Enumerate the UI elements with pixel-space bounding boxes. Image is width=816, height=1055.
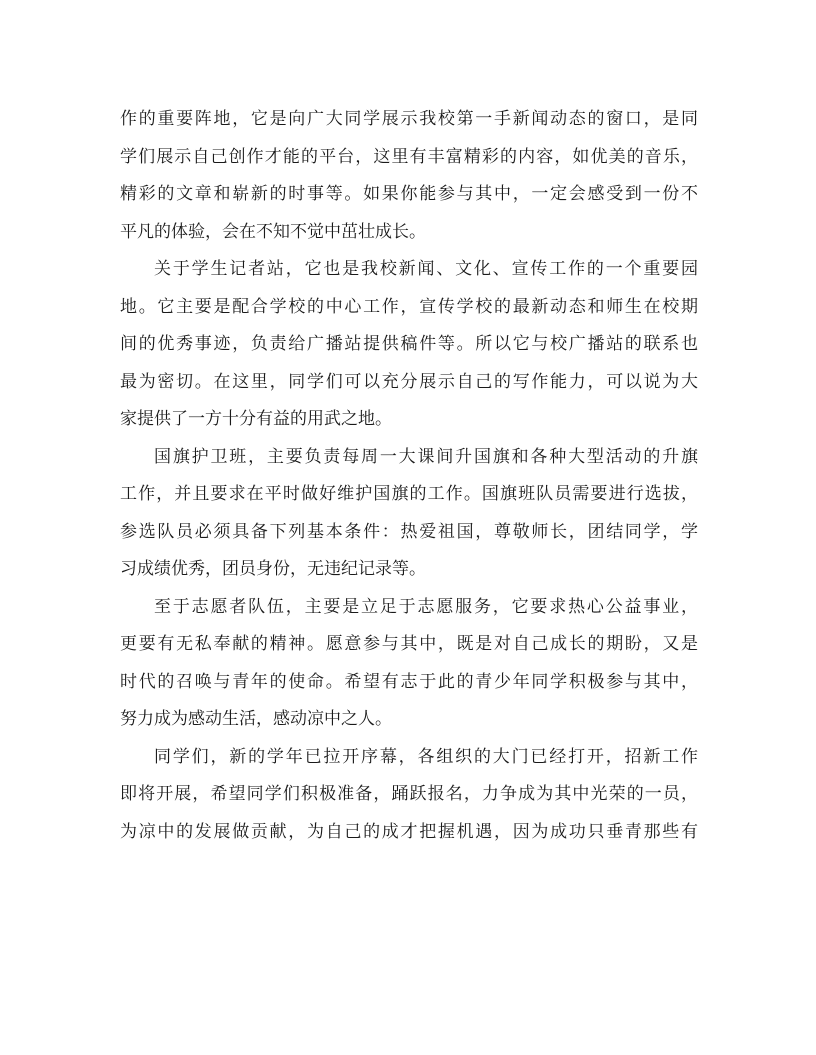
text-line: 家提供了一方十分有益的用武之地。 <box>120 409 392 429</box>
paragraph-2 <box>120 251 698 439</box>
text-line: 至于志愿者队伍，主要是立足于志愿服务，它要求热心公益事业， <box>154 596 698 617</box>
text-line: 作的重要阵地，它是向广大同学展示我校第一手新闻动态的窗口，是同 <box>120 109 698 129</box>
document-body <box>120 101 698 851</box>
text-line: 间的优秀事迹，负责给广播站提供稿件等。所以它与校广播站的联系也 <box>120 334 698 354</box>
text-line: 为凉中的发展做贡献，为自己的成才把握机遇，因为成功只垂青那些有 <box>120 821 698 842</box>
text-line: 参选队员必须具备下列基本条件：热爱祖国，尊敬师长，团结同学，学 <box>120 521 698 542</box>
text-line: 即将开展，希望同学们积极准备，踊跃报名，力争成为其中光荣的一员， <box>120 784 698 804</box>
text-line: 工作，并且要求在平时做好维护国旗的工作。国旗班队员需要进行选拔， <box>120 484 698 504</box>
paragraph-4 <box>120 589 698 739</box>
paragraph-3 <box>120 439 698 589</box>
text-line: 更要有无私奉献的精神。愿意参与其中，既是对自己成长的期盼，又是 <box>120 634 698 654</box>
text-line: 平凡的体验，会在不知不觉中茁壮成长。 <box>120 221 426 242</box>
text-line: 同学们，新的学年已拉开序幕，各组织的大门已经打开，招新工作 <box>154 746 698 767</box>
text-line: 关于学生记者站，它也是我校新闻、文化、宣传工作的一个重要园 <box>154 259 698 279</box>
paragraph-1 <box>120 101 698 251</box>
paragraph-5 <box>120 739 698 852</box>
text-line: 地。它主要是配合学校的中心工作，宣传学校的最新动态和师生在校期 <box>120 296 698 317</box>
text-line: 国旗护卫班，主要负责每周一大课间升国旗和各种大型活动的升旗 <box>154 446 698 467</box>
text-line: 最为密切。在这里，同学们可以充分展示自己的写作能力，可以说为大 <box>120 371 698 392</box>
text-line: 精彩的文章和崭新的时事等。如果你能参与其中，一定会感受到一份不 <box>120 184 698 204</box>
text-line: 学们展示自己创作才能的平台，这里有丰富精彩的内容，如优美的音乐， <box>120 146 698 167</box>
text-line: 努力成为感动生活，感动凉中之人。 <box>120 709 392 729</box>
text-line: 习成绩优秀，团员身份，无违纪记录等。 <box>120 559 426 579</box>
text-line: 时代的召唤与青年的使命。希望有志于此的青少年同学积极参与其中， <box>120 671 698 692</box>
